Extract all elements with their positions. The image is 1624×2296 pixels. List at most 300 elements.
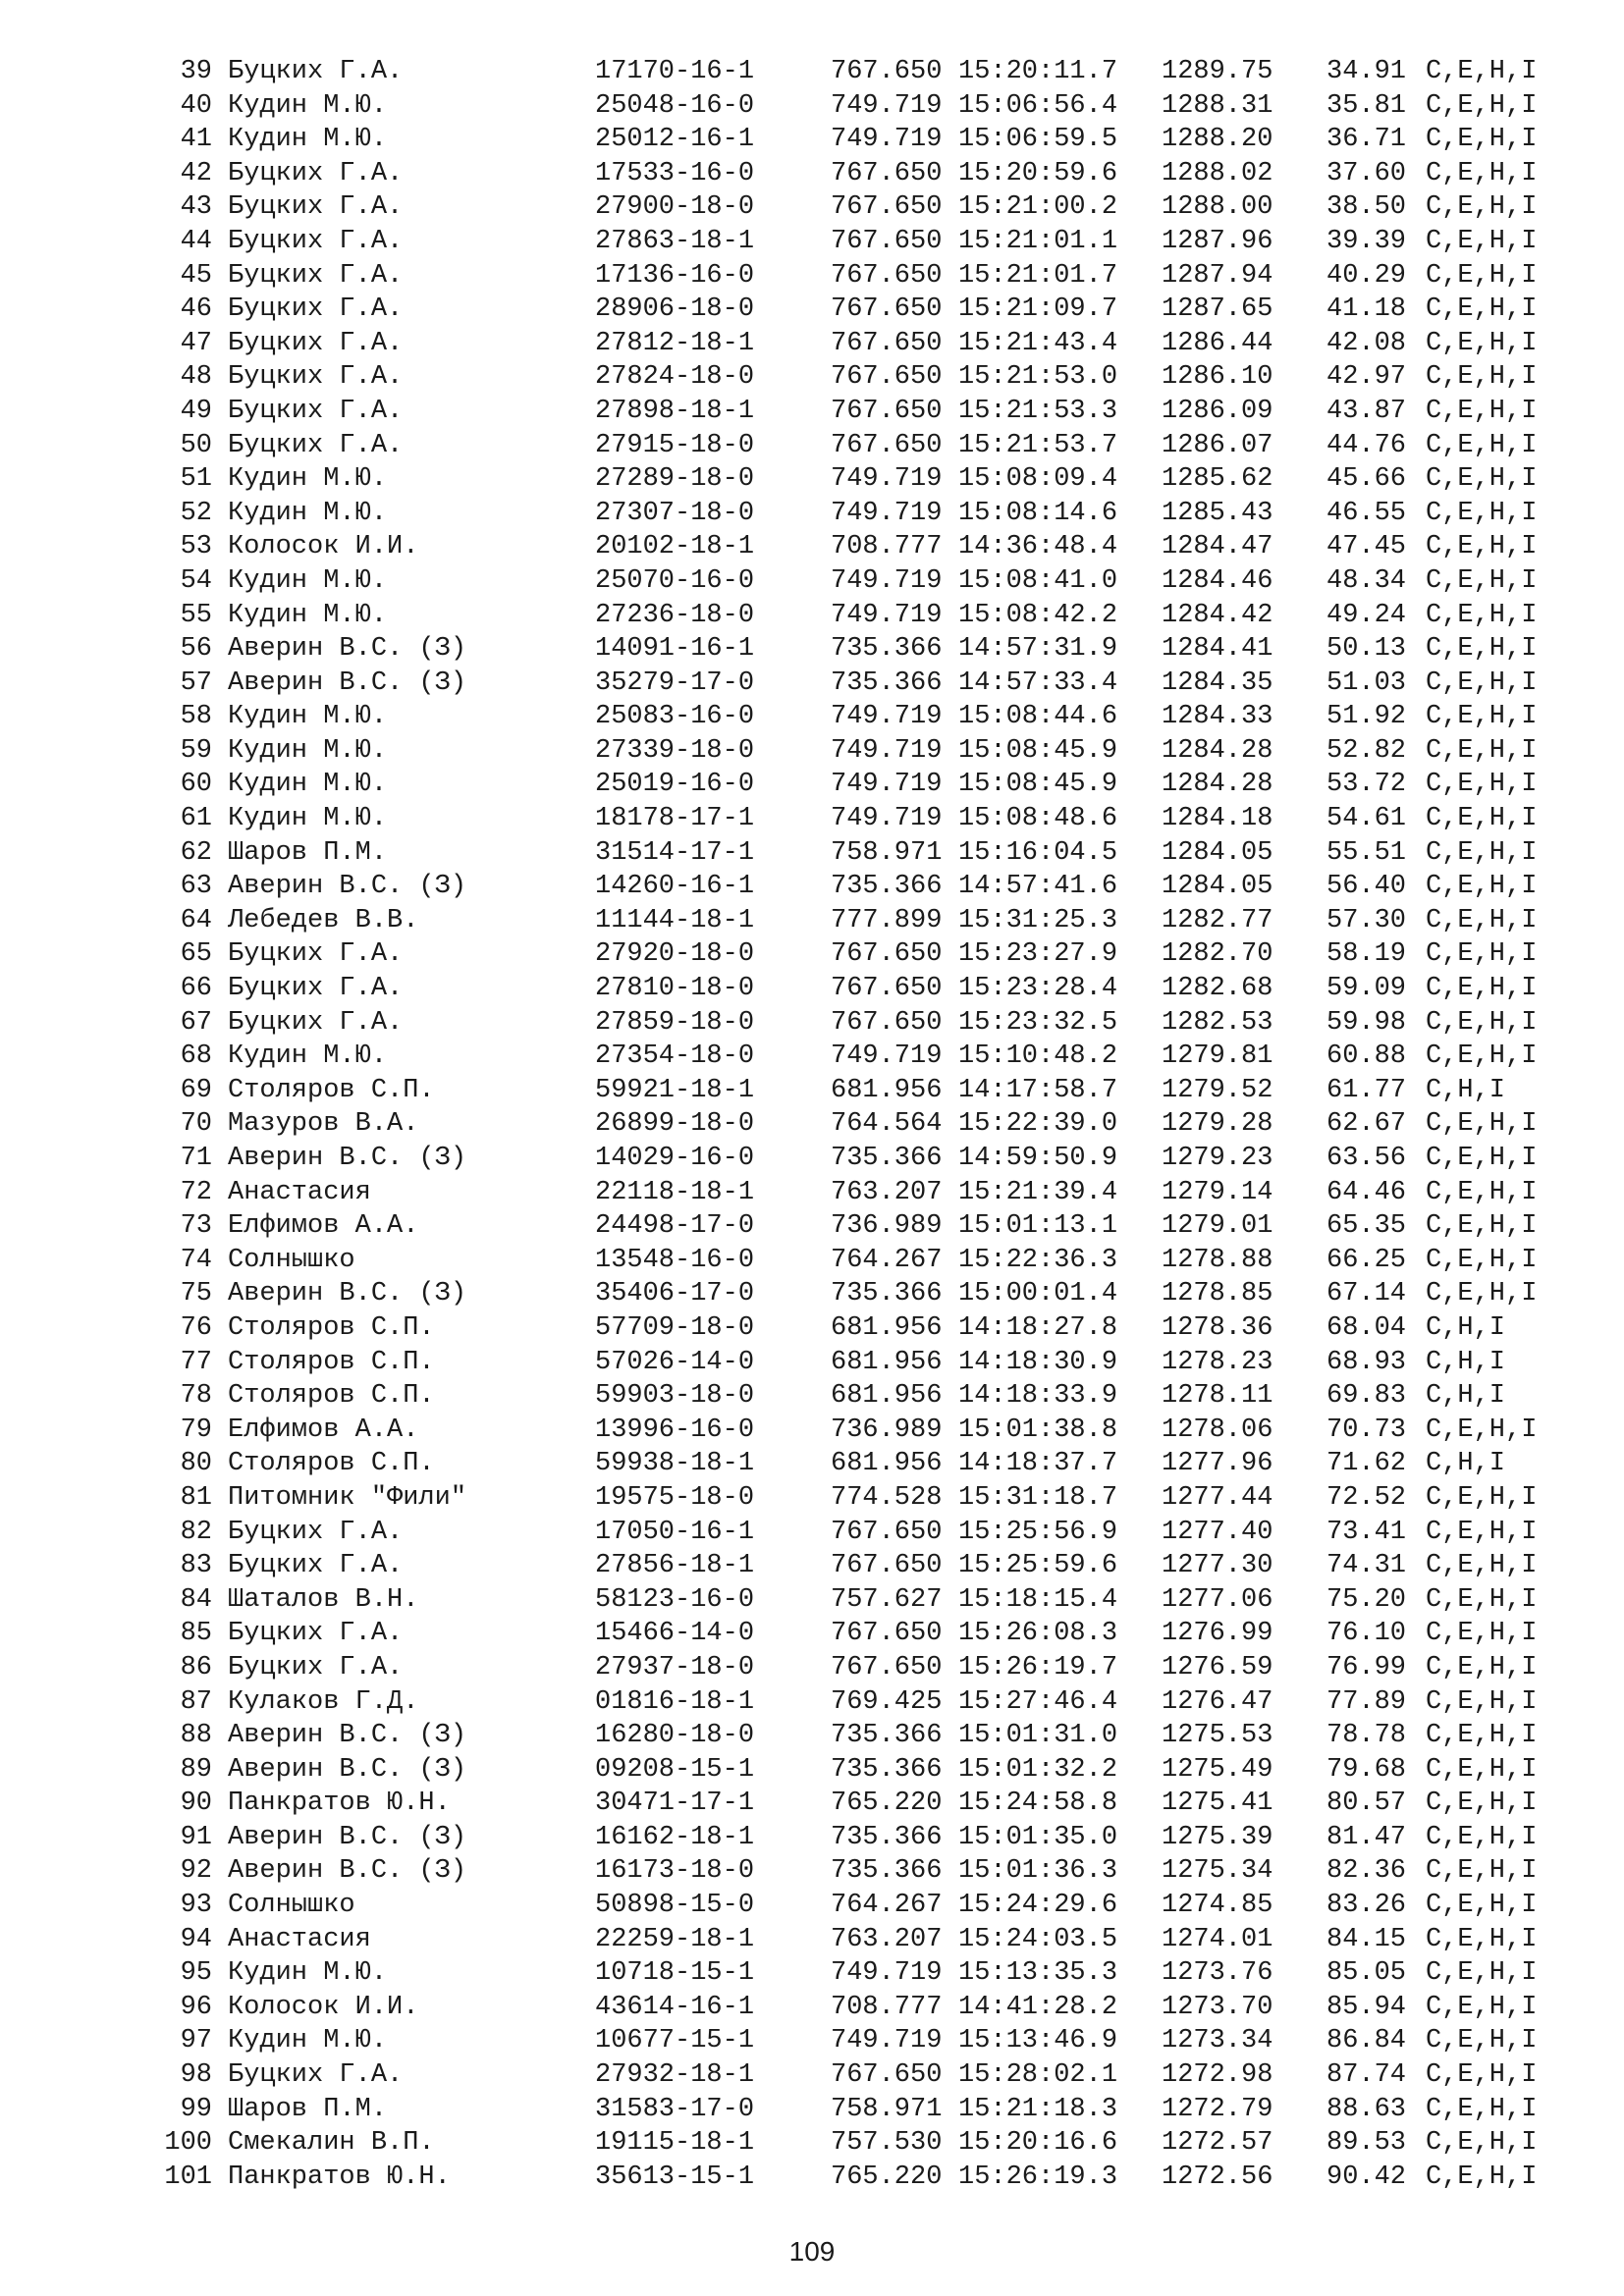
result-row	[147, 972, 1563, 1006]
cell-place: 77	[180, 1347, 212, 1377]
result-row	[147, 429, 1563, 463]
result-row	[147, 89, 1563, 124]
cell-owner: Буцких Г.А.	[228, 328, 404, 358]
cell-flags: C,E,H,I	[1426, 532, 1538, 562]
cell-owner: Солнышко	[228, 1245, 355, 1275]
cell-dist: 758.971	[831, 837, 943, 868]
cell-time: 14:57:41.6	[958, 872, 1118, 902]
cell-speed: 1287.65	[1162, 294, 1273, 325]
cell-coef: 80.57	[1326, 1789, 1407, 1819]
cell-place: 40	[180, 90, 212, 121]
result-row	[147, 1956, 1563, 1991]
cell-owner: Кудин М.Ю.	[228, 702, 388, 732]
cell-dist: 767.650	[831, 430, 943, 460]
cell-ring: 57709-18-0	[595, 1312, 755, 1343]
cell-coef: 50.13	[1326, 634, 1407, 665]
cell-place: 68	[180, 1041, 212, 1072]
cell-place: 49	[180, 396, 212, 426]
cell-time: 15:08:42.2	[958, 600, 1118, 630]
result-row	[147, 904, 1563, 938]
cell-place: 72	[180, 1177, 212, 1207]
cell-place: 88	[180, 1721, 212, 1751]
cell-time: 15:21:53.0	[958, 362, 1118, 393]
cell-place: 41	[180, 125, 212, 155]
cell-speed: 1286.07	[1162, 430, 1273, 460]
cell-flags: C,E,H,I	[1426, 1551, 1538, 1581]
cell-coef: 85.05	[1326, 1958, 1407, 1989]
cell-flags: C,E,H,I	[1426, 1754, 1538, 1785]
cell-time: 15:08:45.9	[958, 770, 1118, 800]
cell-ring: 26899-18-0	[595, 1109, 755, 1140]
cell-owner: Кудин М.Ю.	[228, 1041, 388, 1072]
cell-owner: Буцких Г.А.	[228, 226, 404, 256]
cell-place: 101	[164, 2162, 212, 2192]
cell-time: 15:00:01.4	[958, 1279, 1118, 1309]
cell-speed: 1278.85	[1162, 1279, 1273, 1309]
cell-dist: 777.899	[831, 905, 943, 935]
cell-place: 96	[180, 1992, 212, 2022]
cell-place: 67	[180, 1007, 212, 1038]
cell-place: 99	[180, 2094, 212, 2124]
cell-dist: 735.366	[831, 667, 943, 698]
cell-owner: Буцких Г.А.	[228, 1619, 404, 1649]
result-row	[147, 497, 1563, 531]
result-row	[147, 667, 1563, 701]
cell-speed: 1282.77	[1162, 905, 1273, 935]
result-row	[147, 1107, 1563, 1142]
cell-speed: 1284.35	[1162, 667, 1273, 698]
cell-dist: 735.366	[831, 1856, 943, 1887]
cell-coef: 37.60	[1326, 158, 1407, 188]
cell-ring: 27824-18-0	[595, 362, 755, 393]
cell-speed: 1275.49	[1162, 1754, 1273, 1785]
cell-speed: 1284.46	[1162, 565, 1273, 596]
cell-place: 95	[180, 1958, 212, 1989]
cell-flags: C,E,H,I	[1426, 1144, 1538, 1173]
cell-owner: Кулаков Г.Д.	[228, 1686, 419, 1717]
cell-owner: Кудин М.Ю.	[228, 2026, 388, 2056]
cell-dist: 735.366	[831, 1279, 943, 1309]
cell-place: 47	[180, 328, 212, 358]
result-row	[147, 1753, 1563, 1788]
cell-coef: 44.76	[1326, 430, 1407, 460]
cell-ring: 59921-18-1	[595, 1075, 755, 1105]
result-row	[147, 937, 1563, 972]
cell-flags: C,E,H,I	[1426, 1041, 1538, 1072]
cell-owner: Буцких Г.А.	[228, 362, 404, 393]
result-row	[147, 395, 1563, 429]
cell-ring: 01816-18-1	[595, 1686, 755, 1717]
cell-time: 15:21:18.3	[958, 2094, 1118, 2124]
cell-owner: Столяров С.П.	[228, 1347, 435, 1377]
cell-time: 15:21:01.1	[958, 226, 1118, 256]
cell-owner: Кудин М.Ю.	[228, 90, 388, 121]
cell-ring: 27354-18-0	[595, 1041, 755, 1072]
cell-owner: Буцких Г.А.	[228, 192, 404, 223]
cell-time: 15:01:38.8	[958, 1415, 1118, 1445]
cell-flags: C,E,H,I	[1426, 396, 1538, 426]
result-row	[147, 1821, 1563, 1855]
cell-place: 60	[180, 770, 212, 800]
cell-owner: Питомник "Фили"	[228, 1482, 467, 1513]
cell-time: 15:21:39.4	[958, 1177, 1118, 1207]
cell-speed: 1279.81	[1162, 1041, 1273, 1072]
cell-ring: 27900-18-0	[595, 192, 755, 223]
cell-flags: C,E,H,I	[1426, 1109, 1538, 1140]
cell-ring: 27932-18-1	[595, 2060, 755, 2091]
cell-speed: 1274.01	[1162, 1924, 1273, 1954]
cell-owner: Смекалин В.П.	[228, 2128, 435, 2159]
cell-owner: Аверин В.С. (З)	[228, 667, 467, 698]
cell-ring: 27898-18-1	[595, 396, 755, 426]
result-row	[147, 836, 1563, 871]
cell-time: 15:24:03.5	[958, 1924, 1118, 1954]
cell-time: 14:41:28.2	[958, 1992, 1118, 2022]
cell-flags: C,E,H,I	[1426, 872, 1538, 902]
cell-coef: 41.18	[1326, 294, 1407, 325]
cell-owner: Елфимов А.А.	[228, 1211, 419, 1242]
cell-time: 15:20:59.6	[958, 158, 1118, 188]
cell-time: 15:01:32.2	[958, 1754, 1118, 1785]
result-row	[147, 734, 1563, 769]
cell-speed: 1289.75	[1162, 57, 1273, 86]
cell-speed: 1277.44	[1162, 1482, 1273, 1513]
cell-coef: 51.92	[1326, 702, 1407, 732]
cell-time: 15:06:56.4	[958, 90, 1118, 121]
cell-time: 15:01:36.3	[958, 1856, 1118, 1887]
cell-dist: 736.989	[831, 1415, 943, 1445]
cell-flags: C,E,H,I	[1426, 2162, 1538, 2192]
cell-flags: C,E,H,I	[1426, 1517, 1538, 1547]
cell-ring: 25019-16-0	[595, 770, 755, 800]
cell-flags: C,E,H,I	[1426, 1211, 1538, 1242]
cell-owner: Анастасия	[228, 1177, 371, 1207]
cell-ring: 31583-17-0	[595, 2094, 755, 2124]
cell-flags: C,E,H,I	[1426, 1584, 1538, 1615]
cell-time: 15:10:48.2	[958, 1041, 1118, 1072]
result-row	[147, 1209, 1563, 1244]
cell-speed: 1278.06	[1162, 1415, 1273, 1445]
cell-coef: 64.46	[1326, 1177, 1407, 1207]
cell-coef: 45.66	[1326, 464, 1407, 495]
cell-coef: 63.56	[1326, 1144, 1407, 1173]
result-row	[147, 530, 1563, 564]
cell-dist: 765.220	[831, 2162, 943, 2192]
cell-speed: 1287.94	[1162, 260, 1273, 291]
result-row	[147, 1074, 1563, 1108]
cell-ring: 17050-16-1	[595, 1517, 755, 1547]
cell-owner: Буцких Г.А.	[228, 57, 404, 86]
cell-coef: 58.19	[1326, 939, 1407, 970]
cell-dist: 767.650	[831, 328, 943, 358]
cell-dist: 774.528	[831, 1482, 943, 1513]
result-row	[147, 462, 1563, 497]
cell-dist: 757.530	[831, 2128, 943, 2159]
cell-coef: 36.71	[1326, 125, 1407, 155]
cell-coef: 43.87	[1326, 396, 1407, 426]
cell-dist: 767.650	[831, 1652, 943, 1682]
cell-ring: 30471-17-1	[595, 1789, 755, 1819]
cell-flags: C,E,H,I	[1426, 770, 1538, 800]
cell-owner: Кудин М.Ю.	[228, 464, 388, 495]
cell-flags: C,E,H,I	[1426, 1415, 1538, 1445]
cell-time: 14:18:30.9	[958, 1347, 1118, 1377]
cell-speed: 1276.99	[1162, 1619, 1273, 1649]
cell-flags: C,H,I	[1426, 1075, 1506, 1105]
cell-dist: 708.777	[831, 1992, 943, 2022]
cell-flags: C,E,H,I	[1426, 702, 1538, 732]
cell-speed: 1272.56	[1162, 2162, 1273, 2192]
cell-ring: 16162-18-1	[595, 1822, 755, 1852]
cell-speed: 1282.68	[1162, 974, 1273, 1004]
cell-place: 39	[180, 57, 212, 86]
cell-time: 15:25:59.6	[958, 1551, 1118, 1581]
cell-place: 53	[180, 532, 212, 562]
cell-speed: 1273.34	[1162, 2026, 1273, 2056]
cell-flags: C,E,H,I	[1426, 1652, 1538, 1682]
cell-owner: Шаров П.М.	[228, 2094, 388, 2124]
cell-speed: 1284.05	[1162, 837, 1273, 868]
cell-owner: Буцких Г.А.	[228, 1517, 404, 1547]
cell-owner: Буцких Г.А.	[228, 1551, 404, 1581]
cell-coef: 83.26	[1326, 1891, 1407, 1921]
cell-dist: 681.956	[831, 1449, 943, 1479]
cell-ring: 14260-16-1	[595, 872, 755, 902]
cell-speed: 1278.36	[1162, 1312, 1273, 1343]
cell-place: 70	[180, 1109, 212, 1140]
cell-place: 58	[180, 702, 212, 732]
cell-coef: 52.82	[1326, 735, 1407, 766]
cell-owner: Аверин В.С. (З)	[228, 634, 467, 665]
cell-owner: Аверин В.С. (З)	[228, 1822, 467, 1852]
cell-ring: 25083-16-0	[595, 702, 755, 732]
cell-time: 15:21:53.3	[958, 396, 1118, 426]
cell-dist: 763.207	[831, 1177, 943, 1207]
cell-dist: 749.719	[831, 735, 943, 766]
cell-coef: 35.81	[1326, 90, 1407, 121]
cell-coef: 76.10	[1326, 1619, 1407, 1649]
cell-dist: 767.650	[831, 396, 943, 426]
cell-speed: 1284.33	[1162, 702, 1273, 732]
cell-speed: 1285.62	[1162, 464, 1273, 495]
cell-time: 15:31:25.3	[958, 905, 1118, 935]
cell-ring: 22118-18-1	[595, 1177, 755, 1207]
result-row	[147, 1379, 1563, 1414]
cell-dist: 735.366	[831, 1721, 943, 1751]
cell-place: 74	[180, 1245, 212, 1275]
cell-dist: 769.425	[831, 1686, 943, 1717]
cell-ring: 14029-16-0	[595, 1144, 755, 1173]
cell-dist: 767.650	[831, 158, 943, 188]
cell-place: 98	[180, 2060, 212, 2091]
cell-flags: C,E,H,I	[1426, 1789, 1538, 1819]
cell-flags: C,E,H,I	[1426, 430, 1538, 460]
cell-flags: C,E,H,I	[1426, 1992, 1538, 2022]
cell-flags: C,E,H,I	[1426, 125, 1538, 155]
cell-ring: 24498-17-0	[595, 1211, 755, 1242]
cell-speed: 1284.05	[1162, 872, 1273, 902]
cell-owner: Аверин В.С. (З)	[228, 1856, 467, 1887]
cell-owner: Столяров С.П.	[228, 1381, 435, 1412]
cell-owner: Столяров С.П.	[228, 1312, 435, 1343]
cell-flags: C,E,H,I	[1426, 804, 1538, 834]
cell-dist: 749.719	[831, 770, 943, 800]
cell-flags: C,E,H,I	[1426, 1856, 1538, 1887]
cell-speed: 1279.28	[1162, 1109, 1273, 1140]
cell-dist: 749.719	[831, 90, 943, 121]
cell-flags: C,E,H,I	[1426, 2094, 1538, 2124]
cell-time: 15:08:45.9	[958, 735, 1118, 766]
cell-time: 15:22:39.0	[958, 1109, 1118, 1140]
cell-dist: 749.719	[831, 464, 943, 495]
cell-coef: 74.31	[1326, 1551, 1407, 1581]
cell-coef: 90.42	[1326, 2162, 1407, 2192]
cell-owner: Панкратов Ю.Н.	[228, 1789, 451, 1819]
cell-ring: 13548-16-0	[595, 1245, 755, 1275]
cell-ring: 19575-18-0	[595, 1482, 755, 1513]
result-row	[147, 599, 1563, 633]
cell-time: 14:18:27.8	[958, 1312, 1118, 1343]
cell-time: 15:27:46.4	[958, 1686, 1118, 1717]
cell-ring: 59938-18-1	[595, 1449, 755, 1479]
cell-owner: Кудин М.Ю.	[228, 770, 388, 800]
cell-dist: 749.719	[831, 498, 943, 528]
result-row	[147, 1346, 1563, 1380]
cell-ring: 09208-15-1	[595, 1754, 755, 1785]
cell-ring: 50898-15-0	[595, 1891, 755, 1921]
cell-speed: 1274.85	[1162, 1891, 1273, 1921]
cell-speed: 1273.76	[1162, 1958, 1273, 1989]
cell-owner: Кудин М.Ю.	[228, 498, 388, 528]
cell-place: 92	[180, 1856, 212, 1887]
cell-dist: 767.650	[831, 1619, 943, 1649]
cell-coef: 56.40	[1326, 872, 1407, 902]
cell-time: 15:22:36.3	[958, 1245, 1118, 1275]
cell-coef: 72.52	[1326, 1482, 1407, 1513]
result-row	[147, 1923, 1563, 1957]
cell-flags: C,E,H,I	[1426, 1007, 1538, 1038]
cell-dist: 749.719	[831, 125, 943, 155]
cell-ring: 27810-18-0	[595, 974, 755, 1004]
result-row	[147, 327, 1563, 361]
cell-place: 50	[180, 430, 212, 460]
cell-speed: 1286.10	[1162, 362, 1273, 393]
cell-time: 15:31:18.7	[958, 1482, 1118, 1513]
cell-time: 14:18:33.9	[958, 1381, 1118, 1412]
cell-ring: 27859-18-0	[595, 1007, 755, 1038]
cell-ring: 17170-16-1	[595, 57, 755, 86]
result-row	[147, 1006, 1563, 1041]
cell-place: 52	[180, 498, 212, 528]
result-row	[147, 55, 1563, 89]
result-row	[147, 2024, 1563, 2058]
cell-place: 57	[180, 667, 212, 698]
cell-owner: Панкратов Ю.Н.	[228, 2162, 451, 2192]
result-row	[147, 225, 1563, 259]
cell-time: 15:28:02.1	[958, 2060, 1118, 2091]
cell-place: 64	[180, 905, 212, 935]
cell-place: 89	[180, 1754, 212, 1785]
result-row	[147, 802, 1563, 836]
cell-coef: 78.78	[1326, 1721, 1407, 1751]
result-row	[147, 259, 1563, 294]
cell-dist: 749.719	[831, 600, 943, 630]
cell-dist: 681.956	[831, 1075, 943, 1105]
cell-coef: 68.04	[1326, 1312, 1407, 1343]
cell-coef: 77.89	[1326, 1686, 1407, 1717]
cell-time: 15:21:00.2	[958, 192, 1118, 223]
cell-speed: 1288.00	[1162, 192, 1273, 223]
cell-owner: Буцких Г.А.	[228, 158, 404, 188]
cell-owner: Елфимов А.А.	[228, 1415, 419, 1445]
cell-place: 55	[180, 600, 212, 630]
cell-coef: 88.63	[1326, 2094, 1407, 2124]
cell-place: 78	[180, 1381, 212, 1412]
cell-ring: 10718-15-1	[595, 1958, 755, 1989]
cell-time: 15:24:29.6	[958, 1891, 1118, 1921]
cell-owner: Колосок И.И.	[228, 1992, 419, 2022]
cell-flags: C,E,H,I	[1426, 1245, 1538, 1275]
result-row	[147, 293, 1563, 327]
cell-time: 15:13:46.9	[958, 2026, 1118, 2056]
cell-owner: Лебедев В.В.	[228, 905, 419, 935]
cell-speed: 1272.57	[1162, 2128, 1273, 2159]
cell-owner: Аверин В.С. (З)	[228, 1721, 467, 1751]
cell-speed: 1288.31	[1162, 90, 1273, 121]
cell-dist: 749.719	[831, 1041, 943, 1072]
cell-ring: 35279-17-0	[595, 667, 755, 698]
cell-place: 62	[180, 837, 212, 868]
cell-flags: C,E,H,I	[1426, 974, 1538, 1004]
cell-time: 15:01:13.1	[958, 1211, 1118, 1242]
cell-time: 15:21:01.7	[958, 260, 1118, 291]
cell-speed: 1286.44	[1162, 328, 1273, 358]
cell-speed: 1285.43	[1162, 498, 1273, 528]
cell-coef: 48.34	[1326, 565, 1407, 596]
result-row	[147, 632, 1563, 667]
cell-time: 15:24:58.8	[958, 1789, 1118, 1819]
cell-coef: 75.20	[1326, 1584, 1407, 1615]
cell-dist: 767.650	[831, 2060, 943, 2091]
cell-speed: 1276.47	[1162, 1686, 1273, 1717]
cell-ring: 28906-18-0	[595, 294, 755, 325]
cell-owner: Шаров П.М.	[228, 837, 388, 868]
cell-time: 15:06:59.5	[958, 125, 1118, 155]
cell-speed: 1277.40	[1162, 1517, 1273, 1547]
cell-ring: 59903-18-0	[595, 1381, 755, 1412]
cell-place: 56	[180, 634, 212, 665]
cell-owner: Столяров С.П.	[228, 1449, 435, 1479]
cell-coef: 79.68	[1326, 1754, 1407, 1785]
cell-owner: Мазуров В.А.	[228, 1109, 419, 1140]
cell-place: 79	[180, 1415, 212, 1445]
cell-ring: 16173-18-0	[595, 1856, 755, 1887]
result-row	[147, 1854, 1563, 1889]
cell-coef: 81.47	[1326, 1822, 1407, 1852]
result-row	[147, 1142, 1563, 1176]
cell-speed: 1279.23	[1162, 1144, 1273, 1173]
cell-place: 43	[180, 192, 212, 223]
cell-place: 59	[180, 735, 212, 766]
cell-flags: C,E,H,I	[1426, 1619, 1538, 1649]
cell-dist: 735.366	[831, 1144, 943, 1173]
cell-flags: C,E,H,I	[1426, 362, 1538, 393]
cell-coef: 42.08	[1326, 328, 1407, 358]
cell-ring: 14091-16-1	[595, 634, 755, 665]
cell-coef: 69.83	[1326, 1381, 1407, 1412]
cell-dist: 736.989	[831, 1211, 943, 1242]
cell-flags: C,E,H,I	[1426, 735, 1538, 766]
